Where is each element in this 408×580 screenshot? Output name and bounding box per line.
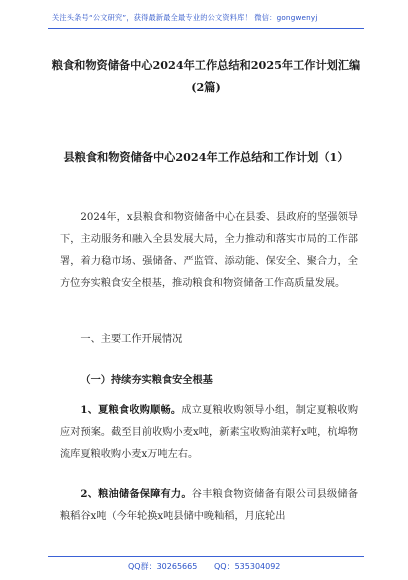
page-header (0, 0, 408, 36)
item-1-lead: 1、夏粮食收购顺畅。 (80, 404, 182, 416)
footer-divider (48, 556, 364, 557)
item-2-text: 谷丰粮食物资储备有限公司县级储备粮稻谷x吨（今年轮换x吨县储中晚籼稻，月底轮出 (60, 489, 359, 522)
item-2-lead: 2、粮油储备保障有力。 (80, 488, 192, 500)
page-footer (0, 556, 408, 580)
footer-qq-number: QQ：535304092 (214, 562, 281, 571)
article-title: 县粮食和物资储备中心2024年工作总结和工作计划（1） (63, 150, 349, 164)
item-2-paragraph (60, 483, 358, 528)
item-1-text: 成立夏粮收购领导小组，制定夏粮收购应对预案。截至目前收购小麦x吨，新素宝收购油菜籽x吨，杭埠物流库夏粮收购小麦x万吨左右。 (60, 405, 359, 460)
header-banner-text: 关注头条号“公文研究”，获得最新最全最专业的公文资料库！ 微信：gongwenyj (52, 13, 318, 22)
document-title: 粮食和物资储备中心2024年工作总结和2025年工作计划汇编(2篇) (51, 58, 361, 94)
subsection-heading: （一）持续夯实粮食安全根基 (80, 374, 213, 386)
intro-paragraph: 2024年，x县粮食和物资储备中心在县委、县政府的坚强领导下，主动服务和融入全县发展大局，全力推动和落实市局的工作部署，着力稳市场、强储备、严监管、添动能、保安全、聚合力，全方位夯实粮食安全根基，推动粮食和物资储备工作高质量发展。 (60, 212, 358, 289)
item-1-paragraph (60, 399, 358, 466)
section-heading: 一、主要工作开展情况 (80, 334, 183, 345)
footer-qq-group: QQ群：30265665 (128, 562, 198, 571)
header-divider (48, 28, 364, 29)
